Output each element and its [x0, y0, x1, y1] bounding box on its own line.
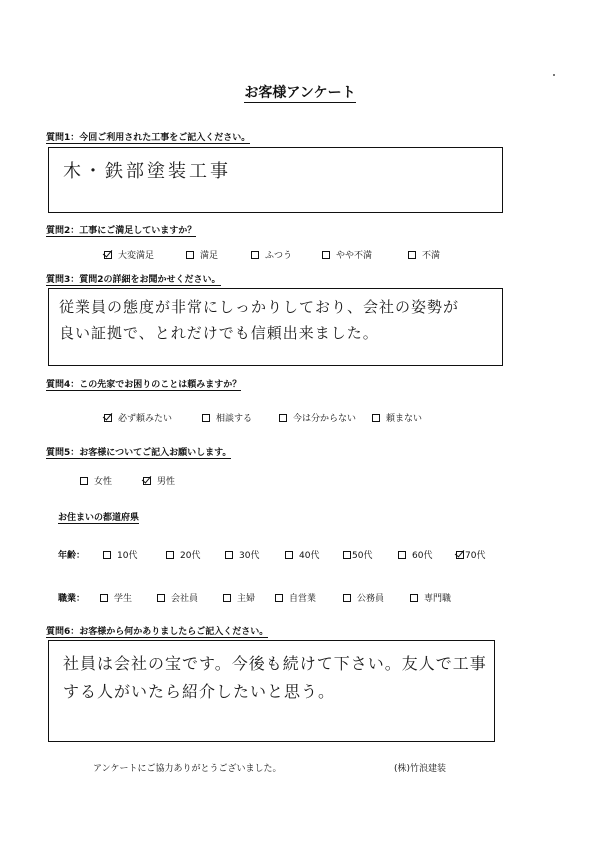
option-label: 主婦	[237, 594, 256, 604]
question-1-answer-box[interactable]	[48, 147, 503, 213]
thanks-message: アンケートにご協力ありがとうございました。	[93, 764, 282, 774]
checkbox-icon	[223, 594, 231, 602]
job-option-self-employed[interactable]	[275, 591, 316, 604]
age-option-30s[interactable]	[225, 548, 259, 561]
option-label: 専門職	[424, 594, 452, 604]
q4-option-definitely[interactable]	[104, 411, 172, 424]
q4-option-consult[interactable]	[202, 411, 252, 424]
scan-speck	[553, 74, 555, 76]
option-label: 相談する	[216, 414, 253, 424]
option-label: 自営業	[289, 594, 317, 604]
checkbox-icon	[251, 251, 259, 259]
checkbox-icon	[186, 251, 194, 259]
option-label: 女性	[94, 477, 113, 487]
checkbox-icon	[100, 594, 108, 602]
job-label: 職業：	[58, 594, 86, 604]
option-label: 不満	[422, 251, 441, 261]
checkbox-icon	[166, 551, 174, 559]
checkbox-checked-icon	[143, 477, 151, 485]
company-name: (株)竹浪建装	[394, 764, 447, 774]
option-label: 70代	[465, 551, 486, 561]
option-label: 40代	[299, 551, 320, 561]
checkbox-icon	[275, 594, 283, 602]
question-3-answer-box[interactable]	[48, 288, 503, 366]
option-label: 満足	[200, 251, 219, 261]
option-label: 会社員	[171, 594, 199, 604]
question-6-answer-line-2: する人がいたら紹介したいと思う。	[63, 682, 336, 701]
checkbox-icon	[279, 414, 287, 422]
checkbox-icon	[372, 414, 380, 422]
age-option-40s[interactable]	[285, 548, 319, 561]
age-option-60s[interactable]	[398, 548, 432, 561]
checkbox-checked-icon	[104, 251, 112, 259]
question-2-label: 質問2：工事にご満足していますか？	[46, 226, 197, 236]
question-3-answer-line-1: 従業員の態度が非常にしっかりしており、会社の姿勢が	[59, 298, 460, 316]
job-option-homemaker[interactable]	[223, 591, 255, 604]
question-4-label: 質問4：この先家でお困りのことは頼みますか？	[46, 380, 242, 390]
checkbox-icon	[408, 251, 416, 259]
age-option-20s[interactable]	[166, 548, 200, 561]
question-6-answer-line-1: 社員は会社の宝です。今後も続けて下さい。友人で工事	[63, 654, 487, 673]
option-label: やや不満	[336, 251, 373, 261]
age-option-10s[interactable]	[103, 548, 137, 561]
checkbox-checked-icon	[104, 414, 112, 422]
option-label: 公務員	[357, 594, 385, 604]
q4-option-no[interactable]	[372, 411, 422, 424]
option-label: 頼まない	[386, 414, 423, 424]
option-label: 男性	[157, 477, 176, 487]
checkbox-icon	[398, 551, 406, 559]
question-1-answer: 木・鉄部塗装工事	[63, 161, 231, 182]
gender-option-female[interactable]	[80, 474, 112, 487]
gender-option-male[interactable]	[143, 474, 175, 487]
checkbox-icon	[343, 594, 351, 602]
option-label: 60代	[412, 551, 433, 561]
q2-option-neutral[interactable]	[251, 248, 292, 261]
option-label: 今は分からない	[293, 414, 357, 424]
checkbox-icon	[343, 551, 351, 559]
option-label: 20代	[180, 551, 201, 561]
job-option-specialist[interactable]	[410, 591, 451, 604]
age-option-70s[interactable]	[456, 548, 485, 561]
checkbox-icon	[103, 551, 111, 559]
question-6-answer-box[interactable]	[48, 640, 495, 742]
q2-option-dissatisfied[interactable]	[408, 248, 440, 261]
job-option-employee[interactable]	[157, 591, 198, 604]
option-label: ふつう	[265, 251, 293, 261]
question-3-label: 質問3：質問2の詳細をお聞かせください。	[46, 275, 221, 285]
q2-option-somewhat-dissatisfied[interactable]	[322, 248, 372, 261]
option-label: 30代	[239, 551, 260, 561]
checkbox-checked-icon	[456, 551, 464, 559]
option-label: 必ず頼みたい	[118, 414, 173, 424]
question-1-label: 質問1：今回ご利用された工事をご記入ください。	[46, 133, 251, 143]
option-label: 50代	[352, 551, 373, 561]
checkbox-icon	[410, 594, 418, 602]
survey-title: お客様アンケート	[244, 85, 356, 101]
prefecture-label: お住まいの都道府県	[58, 513, 140, 523]
age-option-50s[interactable]	[343, 548, 372, 561]
checkbox-icon	[322, 251, 330, 259]
question-6-label: 質問6：お客様から何かありましたらご記入ください。	[46, 627, 269, 637]
question-5-label: 質問5：お客様についてご記入お願いします。	[46, 448, 232, 458]
q2-option-satisfied[interactable]	[186, 248, 218, 261]
checkbox-icon	[285, 551, 293, 559]
job-option-civil-servant[interactable]	[343, 591, 384, 604]
checkbox-icon	[80, 477, 88, 485]
job-option-student[interactable]	[100, 591, 132, 604]
checkbox-icon	[202, 414, 210, 422]
checkbox-icon	[157, 594, 165, 602]
age-label: 年齢：	[58, 551, 86, 561]
q4-option-unsure[interactable]	[279, 411, 356, 424]
checkbox-icon	[225, 551, 233, 559]
option-label: 学生	[114, 594, 133, 604]
option-label: 大変満足	[118, 251, 155, 261]
question-3-answer-line-2: 良い証拠で、とれだけでも信頼出来ました。	[59, 324, 379, 342]
option-label: 10代	[117, 551, 138, 561]
q2-option-very-satisfied[interactable]	[104, 248, 154, 261]
